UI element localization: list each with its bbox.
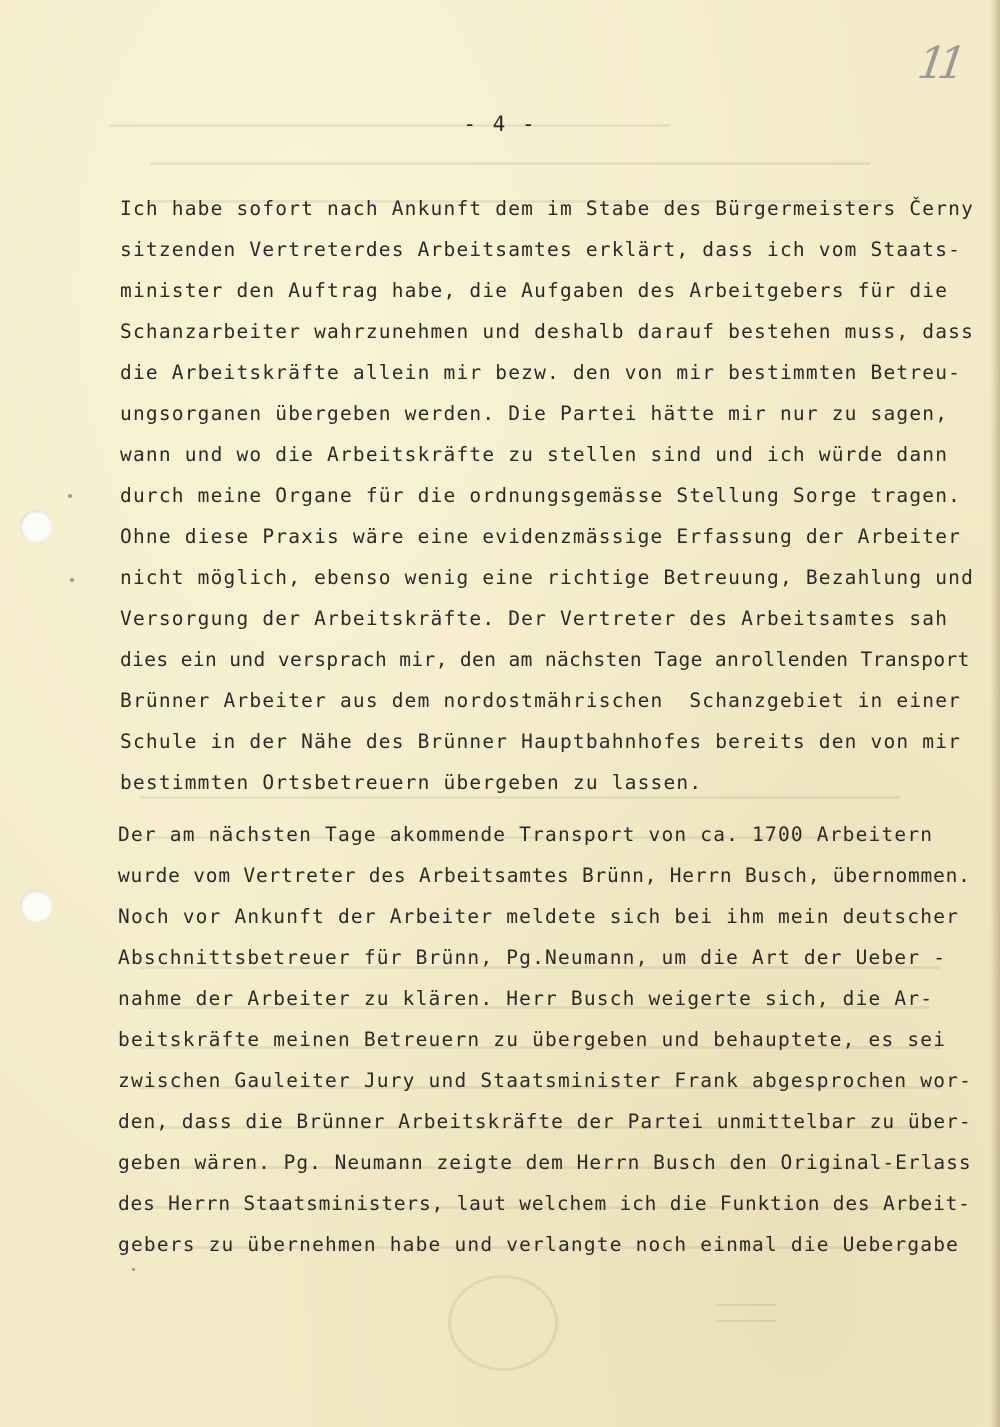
text-line: beitskräfte meinen Betreuern zu übergeben und behauptete, es sei bbox=[118, 1028, 947, 1051]
punch-hole-bottom bbox=[20, 890, 52, 922]
page-edge-shadow bbox=[990, 0, 1000, 1427]
text-line: minister den Auftrag habe, die Aufgaben des Arbeitgebers für die bbox=[120, 279, 949, 302]
text-line: den, dass die Brünner Arbeitskräfte der Partei unmittelbar zu über- bbox=[118, 1110, 972, 1133]
text-line: geben wären. Pg. Neumann zeigte dem Herrn Busch den Original-Erlass bbox=[118, 1151, 972, 1174]
text-line: Brünner Arbeiter aus dem nordostmährischen Schanzgebiet in einer bbox=[120, 689, 962, 712]
text-line: Abschnittsbetreuer für Brünn, Pg.Neumann, um die Art der Ueber - bbox=[118, 946, 947, 969]
text-line: nahme der Arbeiter zu klären. Herr Busch weigerte sich, die Ar- bbox=[118, 987, 934, 1010]
text-line: Versorgung der Arbeitskräfte. Der Vertreter des Arbeitsamtes sah bbox=[120, 607, 949, 630]
text-line: Noch vor Ankunft der Arbeiter meldete sich bei ihm mein deutscher bbox=[118, 905, 960, 928]
ink-speck bbox=[68, 494, 72, 498]
faded-stamp-mark bbox=[448, 1275, 558, 1371]
ink-speck bbox=[132, 1268, 135, 1271]
text-line: durch meine Organe für die ordnungsgemässe Stellung Sorge tragen. bbox=[120, 484, 962, 507]
text-line: des Herrn Staatsministers, laut welchem ich die Funktion des Arbeit- bbox=[118, 1192, 971, 1215]
text-line: Der am nächsten Tage akommende Transport von ca. 1700 Arbeitern bbox=[118, 823, 934, 846]
page-number: - 4 - bbox=[463, 112, 537, 136]
text-line: die Arbeitskräfte allein mir bezw. den von mir bestimmten Betreu- bbox=[120, 361, 962, 384]
text-line: Schanzarbeiter wahrzunehmen und deshalb darauf bestehen muss, dass bbox=[120, 320, 975, 343]
text-line: gebers zu übernehmen habe und verlangte noch einmal die Uebergabe bbox=[118, 1233, 960, 1256]
text-line: dies ein und versprach mir, den am nächsten Tage anrollenden Transport bbox=[120, 648, 970, 671]
text-line: Ich habe sofort nach Ankunft dem im Stabe des Bürgermeisters Černy bbox=[120, 197, 975, 220]
text-line: zwischen Gauleiter Jury und Staatsminister Frank abgesprochen wor- bbox=[118, 1069, 973, 1092]
text-line: wann und wo die Arbeitskräfte zu stellen sind und ich würde dann bbox=[120, 443, 949, 466]
text-line: Schule in der Nähe des Brünner Hauptbahnhofes bereits den von mir bbox=[120, 730, 962, 753]
handwritten-folio-number: 11 bbox=[914, 38, 962, 89]
text-line: nicht möglich, ebenso wenig eine richtige Betreuung, Bezahlung und bbox=[120, 566, 975, 589]
text-line: Ohne diese Praxis wäre eine evidenzmässige Erfassung der Arbeiter bbox=[120, 525, 962, 548]
faded-stamp-text-mark bbox=[716, 1304, 776, 1322]
text-line: ungsorganen übergeben werden. Die Partei hätte mir nur zu sagen, bbox=[120, 402, 949, 425]
text-line: sitzenden Vertreterdes Arbeitsamtes erklärt, dass ich vom Staats- bbox=[120, 238, 962, 261]
punch-hole-top bbox=[20, 510, 52, 542]
text-line: bestimmten Ortsbetreuern übergeben zu lassen. bbox=[120, 771, 703, 794]
text-line: wurde vom Vertreter des Arbeitsamtes Brünn, Herrn Busch, übernommen. bbox=[118, 864, 971, 887]
ink-speck bbox=[70, 578, 74, 582]
